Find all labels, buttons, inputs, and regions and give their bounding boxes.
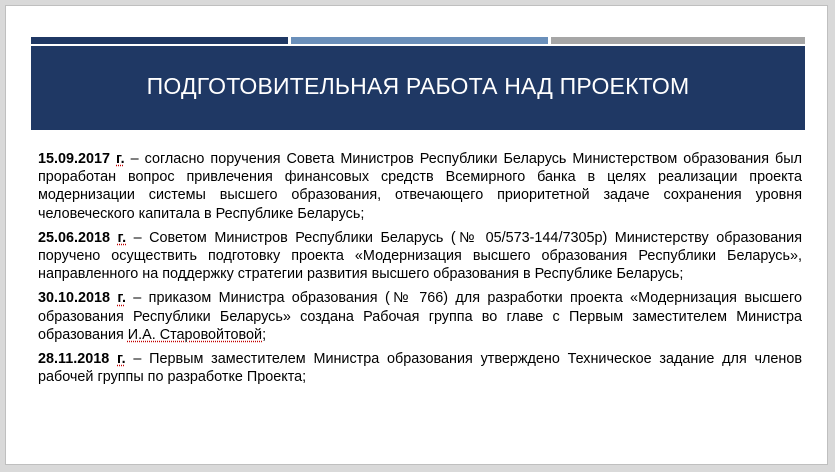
list-item — [38, 150, 802, 223]
item-date: 25.06.2018 — [38, 229, 111, 246]
item-person-name: И.А. Старовойтовой — [127, 326, 263, 343]
item-date: 30.10.2018 — [38, 290, 111, 307]
item-text: – Первым заместителем Министра образования утверждено Техническое задание для членов рабочей группы по разработке Проекта; — [38, 351, 803, 386]
item-year-suffix: г. — [117, 229, 127, 246]
item-text: – Советом Министров Республики Беларусь (№ 05/573-144/7305р) Министерству образования поручено осуществить подготовку проекта «Модернизация высшего образования Республики Беларусь», направленного на поддержку стратегии развития высшего образования в Республике Беларусь; — [38, 229, 802, 283]
accent-bar-mid — [291, 37, 548, 44]
list-item — [38, 229, 802, 284]
slide — [5, 5, 828, 465]
accent-bar-dark — [31, 37, 288, 44]
list-item — [38, 289, 802, 344]
item-date: 15.09.2017 — [38, 151, 111, 167]
item-text: – согласно поручения Совета Министров Республики Беларусь Министерством образования был проработан вопрос привлечения финансовых средств Всемирного банка в целях реализации проекта модернизации системы высшего образования, отвечающего приоритетной задаче сохранения уровня человеческого капитала в Республике Беларусь; — [38, 151, 802, 222]
slide-content — [38, 150, 802, 392]
item-date: 28.11.2018 — [38, 351, 110, 368]
item-year-suffix: г. — [116, 151, 125, 167]
list-item — [38, 350, 802, 386]
item-year-suffix: г. — [117, 351, 126, 368]
title-band — [31, 46, 805, 130]
item-text: – приказом Министра образования (№ 766) для разработки проекта «Модернизация высшего образования Республики Беларусь» создана Рабочая группа во главе с Первым заместителем Министра образования — [38, 290, 802, 343]
slide-title: ПОДГОТОВИТЕЛЬНАЯ РАБОТА НАД ПРОЕКТОМ — [146, 72, 690, 99]
item-year-suffix: г. — [117, 290, 126, 307]
accent-bar-gray — [551, 37, 805, 44]
item-text-tail: ; — [262, 326, 267, 343]
